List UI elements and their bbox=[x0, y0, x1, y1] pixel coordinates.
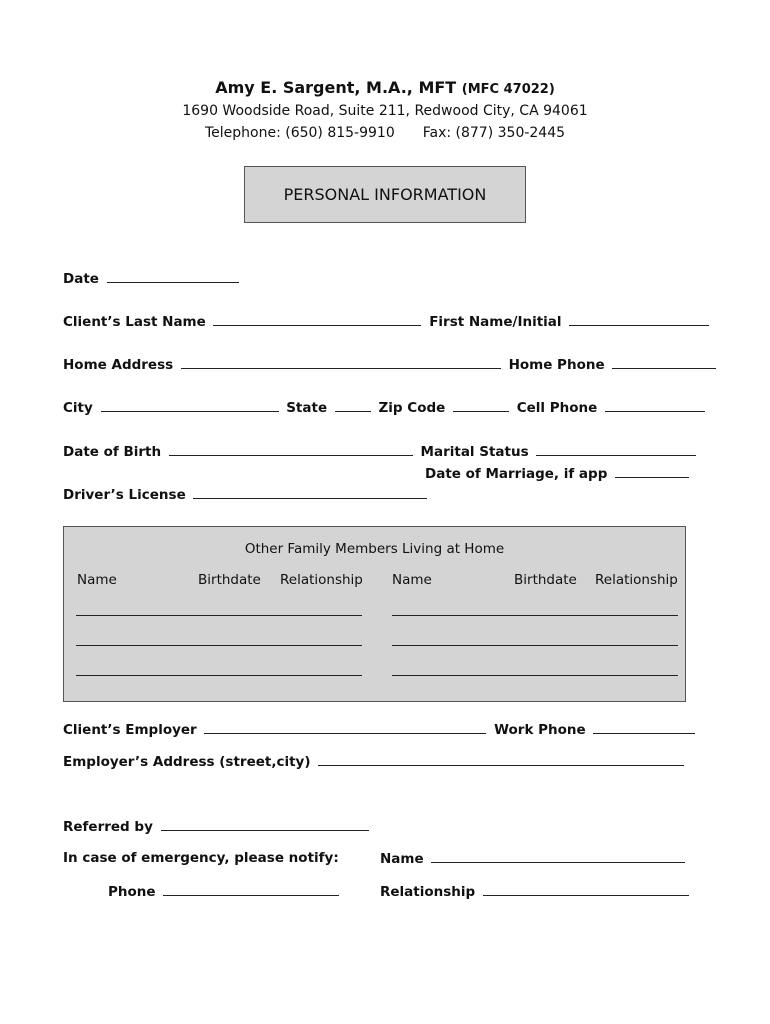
emergency-phone-field[interactable] bbox=[163, 883, 339, 896]
family-col-relationship-right: Relationship bbox=[595, 572, 678, 588]
employer-row bbox=[63, 721, 698, 738]
family-box-title: Other Family Members Living at Home bbox=[244, 541, 505, 557]
referred-by-label: Referred by bbox=[63, 819, 153, 835]
license-number: (MFC 47022) bbox=[461, 82, 555, 97]
name-row bbox=[63, 313, 712, 330]
drivers-license-field[interactable] bbox=[193, 486, 427, 499]
zip-label: Zip Code bbox=[378, 400, 446, 416]
city-row bbox=[63, 399, 708, 416]
family-line-left-3[interactable] bbox=[76, 675, 362, 676]
city-field[interactable] bbox=[101, 399, 279, 412]
family-members-box bbox=[63, 526, 686, 702]
fax: Fax: (877) 350-2445 bbox=[422, 125, 566, 141]
drivers-license-label: Driver’s License bbox=[63, 487, 186, 503]
cell-phone-field[interactable] bbox=[605, 399, 705, 412]
first-name-label: First Name/Initial bbox=[429, 314, 562, 330]
emergency-relationship-field[interactable] bbox=[483, 883, 689, 896]
emergency-name-label: Name bbox=[380, 851, 424, 867]
work-phone-field[interactable] bbox=[593, 721, 695, 734]
family-line-left-1[interactable] bbox=[76, 615, 362, 616]
last-name-field[interactable] bbox=[213, 313, 421, 326]
family-col-relationship-left: Relationship bbox=[280, 572, 363, 588]
telephone: Telephone: (650) 815-9910 bbox=[204, 125, 395, 141]
zip-field[interactable] bbox=[453, 399, 509, 412]
cell-phone-label: Cell Phone bbox=[516, 400, 598, 416]
emergency-name-field[interactable] bbox=[431, 850, 685, 863]
employer-address-field[interactable] bbox=[318, 753, 684, 766]
marriage-row bbox=[425, 465, 692, 482]
family-line-right-3[interactable] bbox=[392, 675, 678, 676]
family-col-birthdate-left: Birthdate bbox=[198, 572, 261, 588]
city-label: City bbox=[63, 400, 93, 416]
dob-field[interactable] bbox=[169, 443, 413, 456]
date-row bbox=[63, 270, 242, 287]
state-label: State bbox=[286, 400, 328, 416]
office-address: 1690 Woodside Road, Suite 211, Redwood City, CA 94061 bbox=[182, 103, 588, 119]
employer-address-label: Employer’s Address (street,city) bbox=[63, 754, 311, 770]
family-line-right-2[interactable] bbox=[392, 645, 678, 646]
last-name-label: Client’s Last Name bbox=[63, 314, 206, 330]
practitioner-name bbox=[0, 78, 770, 97]
date-label: Date bbox=[63, 271, 99, 287]
marital-status-label: Marital Status bbox=[420, 444, 529, 460]
employer-field[interactable] bbox=[204, 721, 486, 734]
family-line-left-2[interactable] bbox=[76, 645, 362, 646]
dob-label: Date of Birth bbox=[63, 444, 162, 460]
work-phone-label: Work Phone bbox=[494, 722, 586, 738]
family-col-name-right: Name bbox=[392, 572, 432, 588]
marriage-date-label: Date of Marriage, if app bbox=[425, 466, 608, 482]
referred-row bbox=[63, 818, 372, 835]
family-col-name-left: Name bbox=[77, 572, 117, 588]
state-field[interactable] bbox=[335, 399, 371, 412]
practitioner-name-text: Amy E. Sargent, M.A., MFT bbox=[215, 78, 457, 97]
dob-row bbox=[63, 443, 699, 460]
marital-status-field[interactable] bbox=[536, 443, 696, 456]
license-row bbox=[63, 486, 430, 503]
home-address-label: Home Address bbox=[63, 357, 174, 373]
date-field[interactable] bbox=[107, 270, 239, 283]
emergency-name-row bbox=[380, 850, 688, 867]
contact-line bbox=[0, 125, 770, 141]
family-col-birthdate-right: Birthdate bbox=[514, 572, 577, 588]
home-phone-field[interactable] bbox=[612, 356, 716, 369]
emergency-phone-label: Phone bbox=[108, 884, 156, 900]
marriage-date-field[interactable] bbox=[615, 465, 689, 478]
home-address-field[interactable] bbox=[181, 356, 501, 369]
referred-by-field[interactable] bbox=[161, 818, 369, 831]
emergency-label: In case of emergency, please notify: bbox=[63, 850, 339, 866]
employer-address-row bbox=[63, 753, 687, 770]
emergency-phone-row bbox=[108, 883, 342, 900]
emergency-relationship-label: Relationship bbox=[380, 884, 476, 900]
first-name-field[interactable] bbox=[569, 313, 709, 326]
employer-label: Client’s Employer bbox=[63, 722, 197, 738]
family-line-right-1[interactable] bbox=[392, 615, 678, 616]
emergency-relationship-row bbox=[380, 883, 692, 900]
form-title: PERSONAL INFORMATION bbox=[244, 166, 526, 223]
address-row bbox=[63, 356, 719, 373]
home-phone-label: Home Phone bbox=[508, 357, 605, 373]
